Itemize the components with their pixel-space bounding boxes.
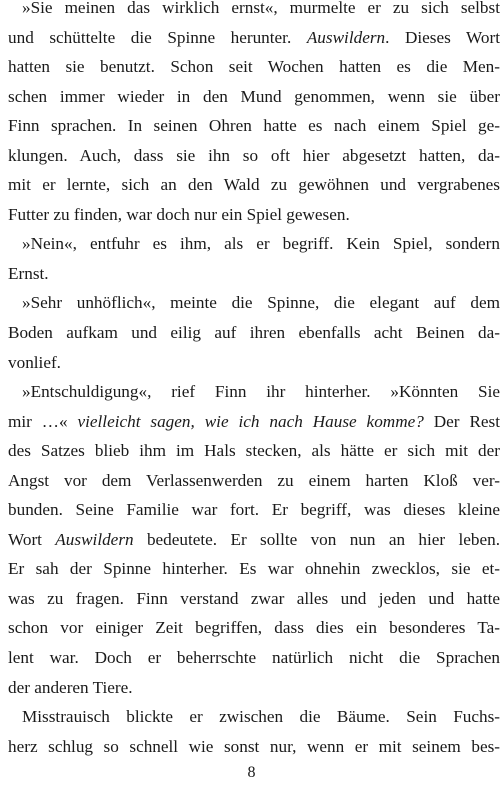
text-segment: klungen. Auch, dass sie ihn so oft hier abgesetzt hatten, da-	[8, 145, 500, 165]
text-line	[8, 23, 500, 53]
text-segment: Ernst.	[8, 263, 49, 283]
text-segment: mit er lernte, sich an den Wald zu gewöhnen und vergrabenes	[8, 175, 500, 195]
text-line	[8, 613, 500, 643]
text-line	[8, 643, 500, 673]
text-segment: bunden. Seine Familie war fort. Er begriff, was dieses kleine	[8, 500, 500, 520]
text-segment: schen immer wieder in den Mund genommen, wenn sie über	[8, 86, 500, 106]
text-segment: herz schlug so schnell wie sonst nur, wenn er mit seinem bes-	[8, 736, 500, 756]
text-line	[8, 82, 500, 112]
text-line	[8, 141, 500, 171]
text-segment: »Sie meinen das wirklich ernst«, murmelte er zu sich selbst	[22, 0, 500, 17]
text-segment: Futter zu finden, war doch nur ein Spiel gewesen.	[8, 204, 350, 224]
italic-text: Auswildern	[55, 529, 134, 549]
text-line	[8, 407, 500, 437]
text-segment: Finn sprachen. In seinen Ohren hatte es nach einem Spiel ge-	[8, 116, 500, 136]
text-line	[8, 200, 500, 230]
italic-text: Auswildern	[306, 27, 386, 47]
text-line	[8, 318, 500, 348]
text-segment: Der Rest	[423, 411, 500, 431]
text-line	[8, 466, 500, 496]
text-line	[8, 0, 500, 23]
text-line	[8, 229, 500, 259]
text-segment: des Satzes blieb ihm im Hals stecken, als hätte er sich mit der	[8, 441, 500, 461]
page-number: 8	[247, 764, 256, 781]
text-segment: Wort	[8, 529, 56, 549]
text-line	[8, 702, 500, 732]
text-line	[8, 348, 500, 378]
text-segment: lent war. Doch er beherrschte natürlich nicht die Sprachen	[8, 648, 500, 668]
text-segment: und schüttelte die Spinne herunter.	[8, 27, 307, 47]
text-line	[8, 377, 500, 407]
body-text	[8, 0, 500, 761]
text-segment: hatten sie benutzt. Schon seit Wochen hatten es die Men-	[8, 57, 500, 77]
text-segment: der anderen Tiere.	[8, 677, 133, 697]
text-segment: Angst vor dem Verlassenwerden zu einem harten Kloß ver-	[8, 470, 500, 490]
text-line	[8, 732, 500, 762]
text-line	[8, 259, 500, 289]
text-line	[8, 584, 500, 614]
text-line	[8, 288, 500, 318]
text-line	[8, 554, 500, 584]
text-segment: schon vor einiger Zeit begriffen, dass dies ein besonderes Ta-	[8, 618, 500, 638]
text-segment: »Sehr unhöflich«, meinte die Spinne, die elegant auf dem	[22, 293, 500, 313]
text-line	[8, 495, 500, 525]
text-segment: was zu fragen. Finn verstand zwar alles und jeden und hatte	[8, 588, 500, 608]
text-segment: Misstrauisch blickte er zwischen die Bäume. Sein Fuchs-	[22, 707, 500, 727]
italic-text: vielleicht sagen, wie ich nach Hause komme?	[77, 411, 424, 431]
text-segment: »Entschuldigung«, rief Finn ihr hinterher. »Könnten Sie	[22, 382, 500, 402]
text-segment: mir …«	[8, 411, 78, 431]
text-line	[8, 111, 500, 141]
text-line	[8, 170, 500, 200]
text-segment: »Nein«, entfuhr es ihm, als er begriff. Kein Spiel, sondern	[22, 234, 500, 254]
text-segment: Er sah der Spinne hinterher. Es war ohnehin zwecklos, sie et-	[8, 559, 500, 579]
text-line	[8, 436, 500, 466]
text-line	[8, 52, 500, 82]
text-segment: Boden aufkam und eilig auf ihren ebenfalls acht Beinen da-	[8, 323, 500, 343]
text-segment: bedeutete. Er sollte von nun an hier leben.	[133, 529, 500, 549]
text-line	[8, 525, 500, 555]
text-line	[8, 673, 500, 703]
text-segment: vonlief.	[8, 352, 61, 372]
text-segment: . Dieses Wort	[385, 27, 500, 47]
